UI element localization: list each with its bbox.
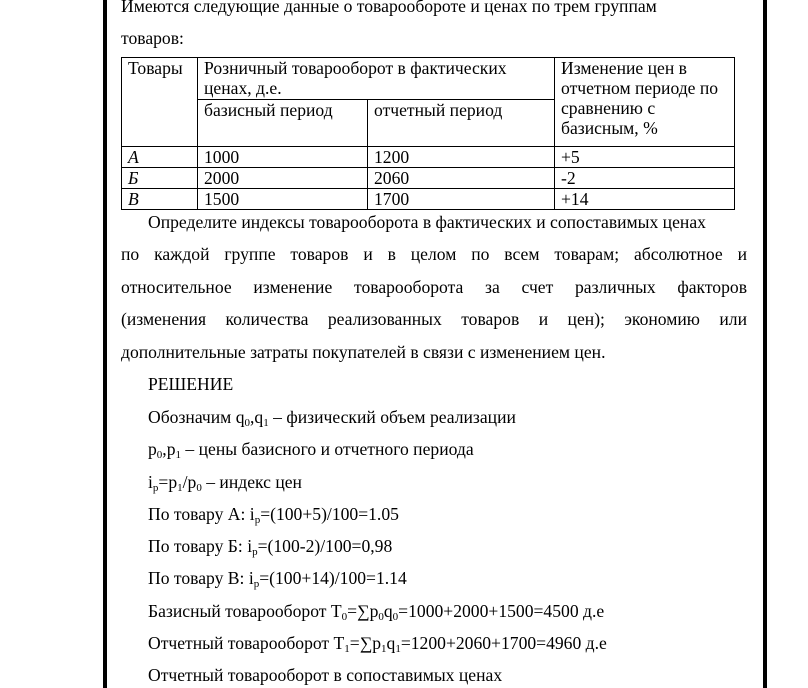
row-report: 1200	[368, 147, 555, 168]
index-rest: – индекс цен	[201, 472, 302, 492]
base-turnover-expr: =1000+2000+1500=4500 д.е	[398, 601, 605, 621]
good-a-prefix: По товару А: i	[148, 504, 255, 524]
solution-heading: РЕШЕНИЕ	[148, 374, 234, 394]
row-name: Б	[122, 168, 198, 189]
prices-line: $p_0,p_1$ – цены базисного и отчетного периода	[148, 439, 474, 461]
index-line: $i_p=p_1/p_0$ – индекс цен	[148, 472, 302, 494]
base-turnover-prefix: Базисный товарооборот T	[148, 601, 342, 621]
header-base-period: базисный период	[198, 100, 368, 147]
base-turnover-line: Базисный товарооборот $T_0=\sum p_0q_0=1000+2000+1500=4500$ д.е	[148, 601, 605, 623]
good-b-line: По товару Б: $i_p=(100-2)/100=0,98$	[148, 536, 393, 558]
task-line-5: дополнительные затраты покупателей в связи с изменением цен.	[121, 342, 606, 362]
header-report-period: отчетный период	[368, 100, 555, 147]
left-page-border	[103, 0, 107, 688]
good-a-expr: =(100+5)/100=1.05	[260, 504, 399, 524]
good-b-prefix: По товару Б: i	[148, 536, 253, 556]
row-name: В	[122, 189, 198, 210]
report-turnover-expr: =1200+2060+1700=4960 д.е	[400, 633, 607, 653]
right-page-border	[763, 0, 767, 688]
task-line-2: по каждой группе товаров и в целом по всем товарам; абсолютное и	[121, 244, 747, 264]
table-row	[122, 189, 735, 210]
report-turnover-line: Отчетный товарооборот $T_1=\sum p_1q_1=1200+2060+1700=4960$ д.е	[148, 633, 607, 655]
row-base: 1500	[198, 189, 368, 210]
row-change: +14	[555, 189, 735, 210]
row-base: 2000	[198, 168, 368, 189]
prices-rest: – цены базисного и отчетного периода	[181, 439, 474, 459]
task-line-4: (изменения количества реализованных товаров и цен); экономию или	[121, 309, 747, 329]
intro-line-1: Имеются следующие данные о товарообороте и ценах по трем группам	[121, 0, 657, 16]
good-v-expr: =(100+14)/100=1.14	[259, 568, 407, 588]
row-report: 1700	[368, 189, 555, 210]
row-change: -2	[555, 168, 735, 189]
good-b-expr: =(100-2)/100=0,98	[257, 536, 393, 556]
denote-line: Обозначим $q_0,q_1$ – физический объем реализации	[148, 407, 516, 429]
header-turnover: Розничный товарооборот в фактических ценах, д.е.	[198, 58, 555, 100]
table-row	[122, 168, 735, 189]
row-base: 1000	[198, 147, 368, 168]
comparable-line: Отчетный товарооборот в сопоставимых ценах	[148, 665, 503, 685]
task-line-1: Определите индексы товарооборота в фактических и сопоставимых ценах	[148, 212, 706, 232]
row-report: 2060	[368, 168, 555, 189]
good-v-prefix: По товару В: i	[148, 568, 254, 588]
data-table	[121, 57, 735, 210]
denote-rest: – физический объем реализации	[268, 407, 516, 427]
task-line-3: относительное изменение товарооборота за счет различных факторов	[121, 277, 747, 297]
intro-line-2: товаров:	[121, 28, 184, 48]
table-row	[122, 147, 735, 168]
good-v-line: По товару В: $i_p=(100+14)/100=1.14$	[148, 568, 407, 590]
row-name: А	[122, 147, 198, 168]
header-goods: Товары	[122, 58, 198, 147]
row-change: +5	[555, 147, 735, 168]
good-a-line: По товару А: $i_p=(100+5)/100=1.05$	[148, 504, 399, 526]
denote-prefix: Обозначим q	[148, 407, 245, 427]
header-price-change: Изменение цен в отчетном периоде по сравнению с базисным, %	[555, 58, 735, 147]
report-turnover-prefix: Отчетный товарооборот T	[148, 633, 345, 653]
